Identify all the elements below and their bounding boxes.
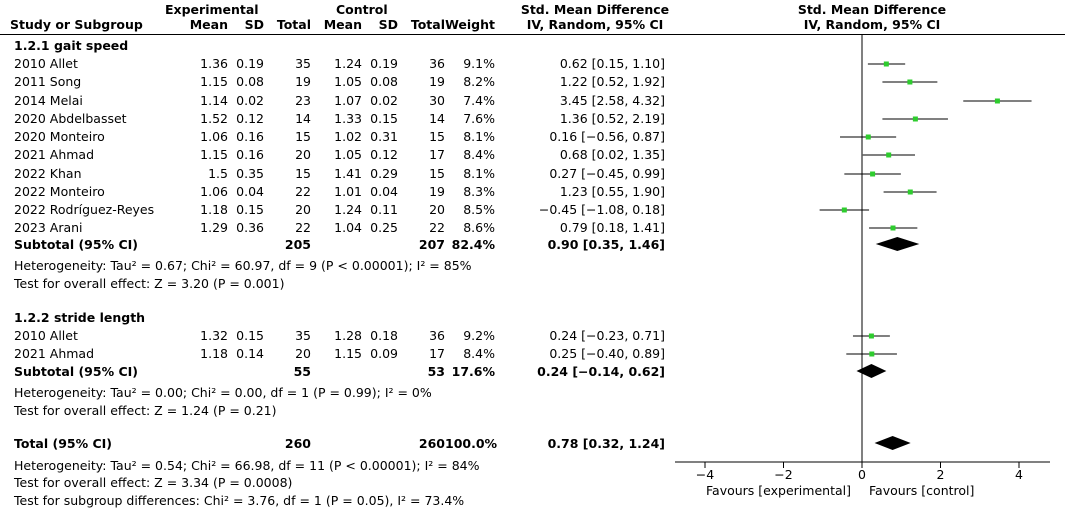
study-ci: 3.45 [2.58, 4.32] (559, 93, 665, 108)
study-ci: 1.23 [0.55, 1.90] (559, 184, 665, 199)
study-weight: 9.2% (463, 328, 495, 343)
x-tick-label: 0 (858, 467, 866, 482)
study-c-mean: 1.05 (334, 147, 362, 162)
study-e-mean: 1.14 (200, 93, 228, 108)
study-c-sd: 0.25 (370, 220, 398, 235)
study-e-mean: 1.29 (200, 220, 228, 235)
study-e-sd: 0.15 (236, 328, 264, 343)
study-c-sd: 0.15 (370, 111, 398, 126)
pooled-estimate-diamond (875, 436, 911, 450)
subgroup-title-gait-speed: 1.2.1 gait speed (14, 38, 129, 53)
study-name: 2011 Song (14, 74, 82, 89)
study-e-total: 35 (295, 56, 311, 71)
c-sd-header: SD (378, 17, 398, 32)
study-c-mean: 1.24 (334, 202, 362, 217)
study-c-sd: 0.08 (370, 74, 398, 89)
study-c-total: 36 (429, 56, 445, 71)
subtotal-stride-weight: 17.6% (451, 364, 495, 379)
study-e-mean: 1.52 (200, 111, 228, 126)
subtotal-gait-label: Subtotal (95% CI) (14, 237, 138, 252)
study-name: 2022 Khan (14, 166, 82, 181)
plot-header-line2: IV, Random, 95% CI (803, 17, 941, 32)
study-c-mean: 1.01 (334, 184, 362, 199)
e-mean-header: Mean (189, 17, 228, 32)
x-tick-label: 4 (1015, 467, 1023, 482)
study-c-mean: 1.41 (334, 166, 362, 181)
pooled-estimate-diamond (857, 364, 887, 378)
study-c-mean: 1.02 (334, 129, 362, 144)
study-weight: 7.6% (463, 111, 495, 126)
study-c-mean: 1.05 (334, 74, 362, 89)
study-ci: 1.22 [0.52, 1.92] (559, 74, 665, 89)
study-point-estimate (891, 226, 896, 231)
study-weight: 8.1% (463, 129, 495, 144)
study-c-mean: 1.28 (334, 328, 362, 343)
study-c-mean: 1.15 (334, 346, 362, 361)
smd-header-line2: IV, Random, 95% CI (526, 17, 664, 32)
pooled-estimate-diamond (876, 237, 920, 251)
study-e-sd: 0.04 (236, 184, 264, 199)
study-point-estimate (869, 352, 874, 357)
study-e-total: 15 (295, 166, 311, 181)
study-name: 2021 Ahmad (14, 147, 95, 162)
study-c-total: 17 (429, 346, 445, 361)
subtotal-gait-e-total: 205 (284, 237, 311, 252)
study-point-estimate (907, 80, 912, 85)
study-c-sd: 0.29 (370, 166, 398, 181)
study-ci: 1.36 [0.52, 2.19] (559, 111, 665, 126)
study-weight: 8.2% (463, 74, 495, 89)
study-e-sd: 0.35 (236, 166, 264, 181)
c-total-header: Total (410, 17, 445, 32)
study-ci: 0.62 [0.15, 1.10] (559, 56, 665, 71)
study-e-total: 22 (295, 220, 311, 235)
control-group-header: Control (336, 2, 388, 17)
study-weight: 8.4% (463, 346, 495, 361)
overall-effect-stride-length: Test for overall effect: Z = 1.24 (P = 0.21) (14, 403, 277, 418)
total-c-total: 260 (418, 436, 445, 451)
study-c-mean: 1.33 (334, 111, 362, 126)
subtotal-stride-e-total: 55 (293, 364, 311, 379)
study-c-total: 22 (429, 220, 445, 235)
experimental-group-header: Experimental (165, 2, 259, 17)
study-e-mean: 1.06 (200, 184, 228, 199)
study-e-sd: 0.12 (236, 111, 264, 126)
study-e-total: 20 (295, 346, 311, 361)
study-weight: 7.4% (463, 93, 495, 108)
study-weight: 8.5% (463, 202, 495, 217)
x-tick-label: 2 (936, 467, 945, 482)
subtotal-gait-ci: 0.90 [0.35, 1.46] (547, 237, 665, 252)
study-weight: 8.1% (463, 166, 495, 181)
study-c-mean: 1.04 (334, 220, 362, 235)
study-point-estimate (913, 117, 918, 122)
study-c-sd: 0.11 (370, 202, 398, 217)
study-name: 2020 Abdelbasset (14, 111, 127, 126)
study-e-mean: 1.15 (200, 147, 228, 162)
total-e-total: 260 (284, 436, 311, 451)
study-c-sd: 0.09 (370, 346, 398, 361)
study-c-total: 15 (429, 129, 445, 144)
study-name: 2010 Allet (14, 56, 78, 71)
study-ci: 0.27 [−0.45, 0.99] (549, 166, 665, 181)
study-c-total: 17 (429, 147, 445, 162)
study-point-estimate (842, 208, 847, 213)
study-weight: 8.6% (463, 220, 495, 235)
total-weight: 100.0% (445, 436, 498, 451)
study-e-sd: 0.16 (236, 129, 264, 144)
study-name: 2022 Monteiro (14, 184, 105, 199)
study-point-estimate (869, 334, 874, 339)
study-c-total: 19 (429, 74, 445, 89)
study-name: 2020 Monteiro (14, 129, 105, 144)
study-point-estimate (908, 190, 913, 195)
study-e-total: 20 (295, 202, 311, 217)
study-e-sd: 0.02 (236, 93, 264, 108)
study-e-mean: 1.36 (200, 56, 228, 71)
subtotal-stride-ci: 0.24 [−0.14, 0.62] (537, 364, 665, 379)
smd-header-line1: Std. Mean Difference (520, 2, 670, 17)
study-e-total: 23 (295, 93, 311, 108)
study-c-mean: 1.24 (334, 56, 362, 71)
study-c-total: 19 (429, 184, 445, 199)
total-heterogeneity: Heterogeneity: Tau² = 0.54; Chi² = 66.98, df = 11 (P < 0.00001); I² = 84% (14, 458, 480, 473)
study-ci: 0.68 [0.02, 1.35] (559, 147, 665, 162)
study-ci: 0.25 [−0.40, 0.89] (549, 346, 665, 361)
x-tick-label: −4 (695, 467, 715, 482)
study-e-sd: 0.36 (236, 220, 264, 235)
study-c-sd: 0.02 (370, 93, 398, 108)
study-e-sd: 0.16 (236, 147, 264, 162)
study-e-total: 14 (295, 111, 311, 126)
study-c-total: 36 (429, 328, 445, 343)
overall-effect-gait-speed: Test for overall effect: Z = 3.20 (P = 0.001) (14, 276, 285, 291)
study-weight: 8.3% (463, 184, 495, 199)
e-total-header: Total (276, 17, 311, 32)
heterogeneity-gait-speed: Heterogeneity: Tau² = 0.67; Chi² = 60.97, df = 9 (P < 0.00001); I² = 85% (14, 258, 472, 273)
study-e-mean: 1.18 (200, 346, 228, 361)
study-point-estimate (995, 99, 1000, 104)
study-e-mean: 1.18 (200, 202, 228, 217)
study-e-mean: 1.5 (208, 166, 228, 181)
study-e-mean: 1.32 (200, 328, 228, 343)
study-ci: 0.16 [−0.56, 0.87] (549, 129, 665, 144)
study-column-header: Study or Subgroup (10, 17, 143, 32)
e-sd-header: SD (244, 17, 264, 32)
study-e-sd: 0.08 (236, 74, 264, 89)
study-c-total: 30 (429, 93, 445, 108)
study-ci: 0.24 [−0.23, 0.71] (549, 328, 665, 343)
plot-header-line1: Std. Mean Difference (797, 2, 947, 17)
subtotal-stride-label: Subtotal (95% CI) (14, 364, 138, 379)
study-ci: 0.79 [0.18, 1.41] (559, 220, 665, 235)
study-point-estimate (870, 172, 875, 177)
study-ci: −0.45 [−1.08, 0.18] (538, 202, 665, 217)
study-weight: 8.4% (463, 147, 495, 162)
weight-header: Weight (445, 17, 495, 32)
study-e-total: 22 (295, 184, 311, 199)
study-name: 2023 Arani (14, 220, 83, 235)
total-overall-effect: Test for overall effect: Z = 3.34 (P = 0.0008) (14, 475, 293, 490)
favours-experimental-label: Favours [experimental] (706, 483, 851, 498)
study-point-estimate (884, 62, 889, 67)
subtotal-gait-c-total: 207 (418, 237, 445, 252)
study-e-sd: 0.19 (236, 56, 264, 71)
study-c-mean: 1.07 (334, 93, 362, 108)
study-e-total: 19 (295, 74, 311, 89)
subgroup-differences: Test for subgroup differences: Chi² = 3.76, df = 1 (P = 0.05), I² = 73.4% (14, 493, 465, 508)
x-tick-label: −2 (774, 467, 793, 482)
study-e-sd: 0.15 (236, 202, 264, 217)
study-name: 2022 Rodríguez-Reyes (14, 202, 155, 217)
study-e-total: 35 (295, 328, 311, 343)
study-c-sd: 0.04 (370, 184, 398, 199)
study-e-mean: 1.15 (200, 74, 228, 89)
study-e-sd: 0.14 (236, 346, 264, 361)
study-e-total: 20 (295, 147, 311, 162)
study-point-estimate (866, 135, 871, 140)
study-c-sd: 0.19 (370, 56, 398, 71)
heterogeneity-stride-length: Heterogeneity: Tau² = 0.00; Chi² = 0.00, df = 1 (P = 0.99); I² = 0% (14, 385, 432, 400)
subtotal-gait-weight: 82.4% (451, 237, 495, 252)
c-mean-header: Mean (323, 17, 362, 32)
study-e-total: 15 (295, 129, 311, 144)
study-c-total: 14 (429, 111, 445, 126)
study-e-mean: 1.06 (200, 129, 228, 144)
study-c-sd: 0.31 (370, 129, 398, 144)
study-name: 2014 Melai (14, 93, 83, 108)
study-weight: 9.1% (463, 56, 495, 71)
study-c-sd: 0.12 (370, 147, 398, 162)
subtotal-stride-c-total: 53 (427, 364, 445, 379)
study-name: 2021 Ahmad (14, 346, 95, 361)
favours-control-label: Favours [control] (869, 483, 975, 498)
study-name: 2010 Allet (14, 328, 78, 343)
study-c-sd: 0.18 (370, 328, 398, 343)
study-point-estimate (886, 153, 891, 158)
study-c-total: 20 (429, 202, 445, 217)
study-c-total: 15 (429, 166, 445, 181)
subgroup-title-stride-length: 1.2.2 stride length (14, 310, 146, 325)
total-label: Total (95% CI) (14, 436, 113, 451)
total-ci: 0.78 [0.32, 1.24] (547, 436, 665, 451)
